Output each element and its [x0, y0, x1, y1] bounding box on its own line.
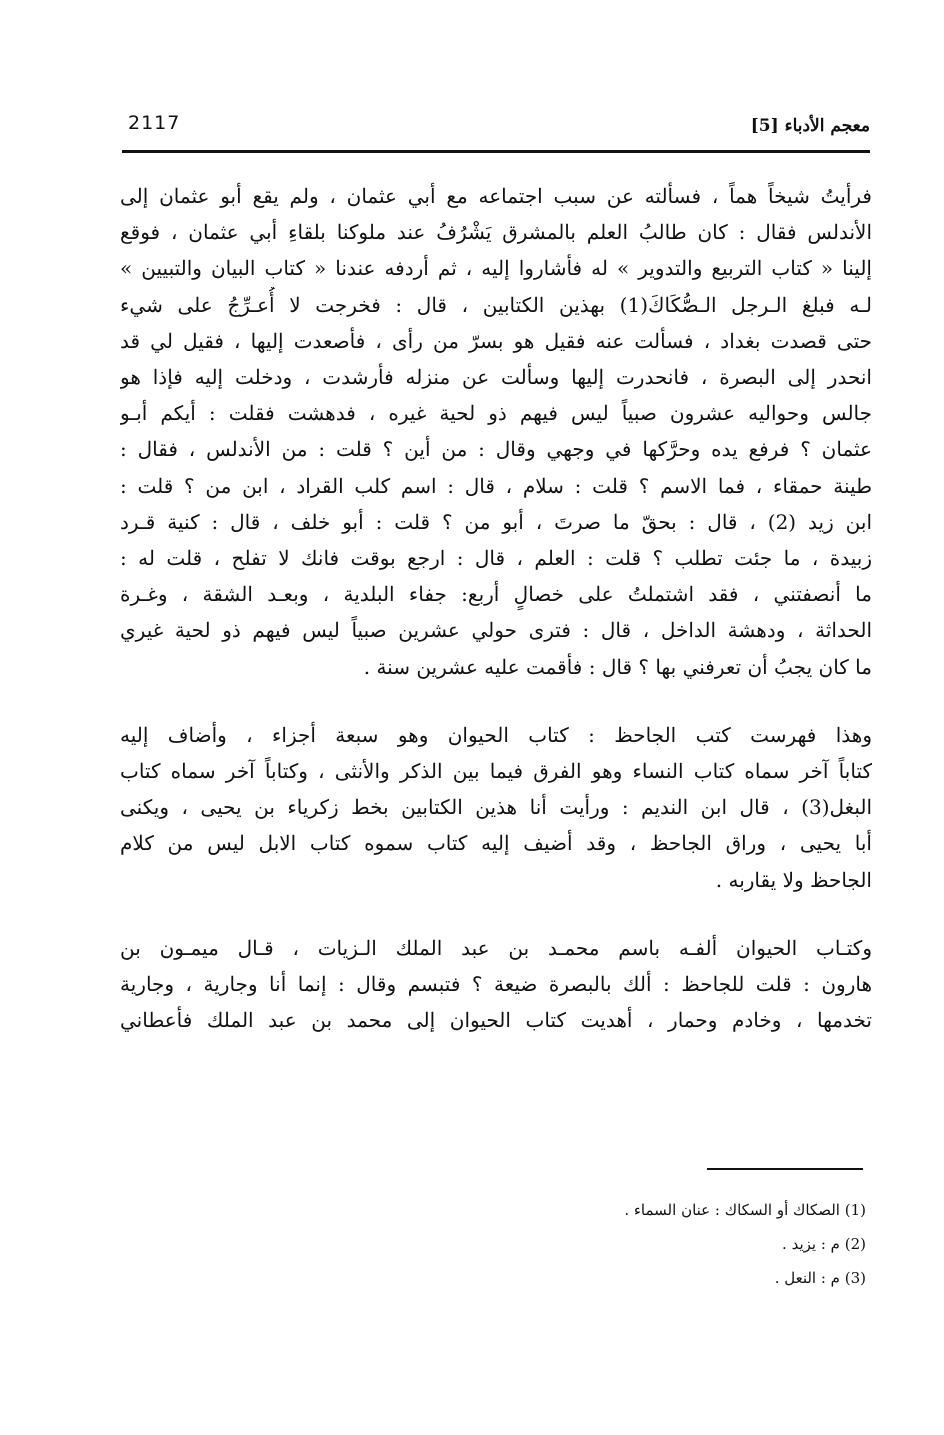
- paragraph-gap: [120, 685, 872, 717]
- footnote-3: (3) م : النعل .: [774, 1269, 866, 1287]
- paragraph-gap: [120, 898, 872, 930]
- text-line: أبا يحيى ، وراق الجاحظ ، وقد أضيف إليه كتاب سموه كتاب الابل ليس من كلام: [120, 831, 872, 856]
- text-line: وكتـاب الحيوان ألفـه باسم محمـد بن عبد الملك الـزيات ، قـال ميمـون بن: [120, 935, 872, 960]
- text-line: انحدر إلى البصرة ، فانحدرت إليها وسألت عن منزله فأرشدت ، ودخلت إليه فإذا هو: [120, 365, 872, 390]
- footnote-separator: [707, 1168, 863, 1170]
- text-line: هارون : قلت للجاحظ : ألك بالبصرة ضيعة ؟ فتبسم وقال : إنما أنا وجارية ، وجارية: [120, 972, 872, 997]
- text-line: تخدمها ، وخادم وحمار ، أهديت كتاب الحيوان إلى محمد بن عبد الملك فأعطاني: [120, 1008, 872, 1033]
- running-title: معجم الأدباء [5]: [750, 116, 870, 136]
- text-line: وهذا فهرست كتب الجاحظ : كتاب الحيوان وهو سبعة أجزاء ، وأضاف إليه: [120, 722, 872, 747]
- text-line: جالس وحواليه عشرون صبياً ليس فيهم ذو لحية غيره ، فدهشت فقلت : أيكم أبـو: [120, 401, 872, 426]
- text-line: إلينا « كتاب التربيع والتدوير » له فأشاروا إليه ، ثم أردفه عندنا « كتاب البيان والتبيين »: [120, 256, 872, 281]
- paragraph-3: [120, 930, 872, 1039]
- footnote-2: (2) م : يزيد .: [782, 1235, 866, 1253]
- text-line: الحداثة ، ودهشة الداخل ، قال : فترى حولي عشرين صبياً ليس فيهم ذو لحية غيري: [120, 618, 872, 643]
- paragraph-2: [120, 717, 872, 898]
- text-line: ابن زيد (2) ، قال : بحقّ ما صرتَ ، أبو من ؟ قلت : أبو خلف ، قال : كنية قـرد: [120, 509, 872, 534]
- main-text: [120, 178, 872, 1038]
- page-header: [122, 112, 870, 148]
- text-line: ما أنصفتني ، فقد اشتملتُ على خصالٍ أربع: جفاء البلدية ، وبعـد الشقة ، وغـرة: [120, 582, 872, 607]
- text-line: كتاباً آخر سماه كتاب النساء وهو الفرق فيما بين الذكر والأنثى ، وكتاباً آخر سماه كتاب: [120, 759, 872, 784]
- text-line: عثمان ؟ فرفع يده وحرَّكها في وجهي وقال : من أين ؟ قلت : من الأندلس ، فقال :: [120, 437, 872, 462]
- text-line: ما كان يجبُ أن تعرفني بها ؟ قال : فأقمت عليه عشرين سنة .: [363, 654, 872, 679]
- text-line: الأندلس فقال : كان طالبُ العلم بالمشرق يَشْرُفُ عند ملوكنا بلقاءِ أبي عثمان ، فوقع: [120, 220, 872, 245]
- footnote-1: (1) الصكاك أو السكاك : عنان السماء .: [624, 1201, 866, 1219]
- footnotes: [420, 1193, 866, 1295]
- page-number: 2117: [128, 112, 181, 134]
- text-line: حتى قصدت بغداد ، فسألت عنه فقيل هو بسرّ من رأى ، فأصعدت إليها ، فقيل لي قد: [120, 328, 872, 353]
- text-line: الجاحظ ولا يقاربه .: [715, 867, 872, 892]
- text-line: فرأيتُ شيخاً هماً ، فسألته عن سبب اجتماعه مع أبي عثمان ، ولم يقع أبو عثمان إلى: [120, 184, 872, 208]
- header-rule: [122, 150, 870, 153]
- text-line: طينة حمقاء ، فما الاسم ؟ قلت : سلام ، قال : اسم كلب القراد ، ابن من ؟ قلت :: [120, 473, 872, 498]
- paragraph-1: [120, 178, 872, 685]
- text-line: البغل(3) ، قال ابن النديم : ورأيت أنا هذين الكتابين بخط زكرياء بن يحيى ، ويكنى: [120, 795, 872, 820]
- text-line: لـه فبلغ الـرجل الـصُّكَاكَ(1) بهذين الكتابين ، قال : فخرجت لا أُعـرِّجُ على شيء: [120, 292, 872, 317]
- text-line: زبيدة ، ما جئت تطلب ؟ قلت : العلم ، قال : ارجع بوقت فانك لا تفلح ، قلت له :: [120, 546, 872, 571]
